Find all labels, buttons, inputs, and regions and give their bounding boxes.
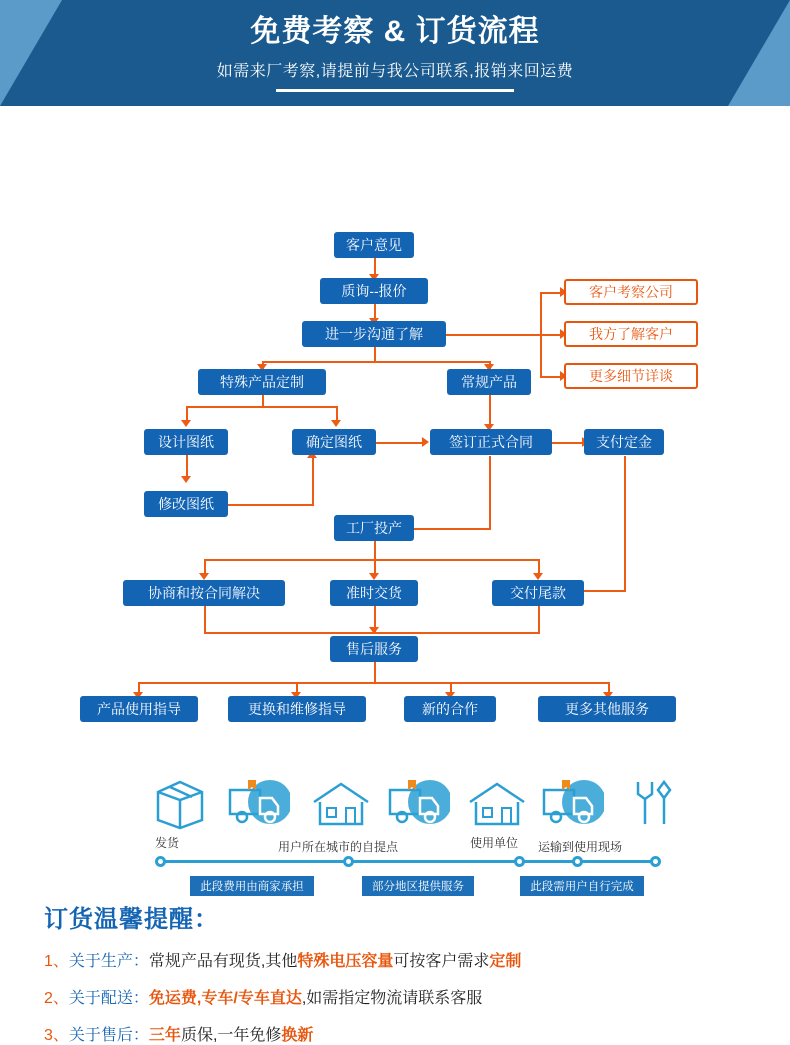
arrowhead <box>181 476 191 483</box>
connector <box>374 541 376 559</box>
note-emphasis: 特殊电压容量 <box>297 953 394 970</box>
note-label: 关于配送： <box>68 990 149 1007</box>
arrowhead <box>369 627 379 634</box>
flow-node-design-drawing[interactable]: 设计图纸 <box>144 429 228 455</box>
timeline-segment-label: 此段需用户自行完成 <box>520 876 644 896</box>
connector <box>624 456 626 590</box>
box-icon <box>152 776 208 835</box>
connector <box>446 334 542 336</box>
logistics-caption: 用户所在城市的自提点 <box>278 840 399 854</box>
connector <box>410 528 491 530</box>
timeline-dot <box>572 856 583 867</box>
arrowhead <box>369 573 379 580</box>
flow-node-other-services[interactable]: 更多其他服务 <box>538 696 676 722</box>
note-emphasis: 定制 <box>489 953 522 970</box>
flow-node-negotiate-contract[interactable]: 协商和按合同解决 <box>123 580 285 606</box>
flow-node-new-cooperation[interactable]: 新的合作 <box>404 696 496 722</box>
logistics-strip <box>0 766 790 891</box>
arrowhead <box>533 573 543 580</box>
flow-node-after-sales[interactable]: 售后服务 <box>330 636 418 662</box>
flow-node-inquiry-quote[interactable]: 质询--报价 <box>320 278 428 304</box>
page-subtitle: 如需来厂考察,请提前与我公司联系,报销来回运费 <box>216 63 574 80</box>
notes-title: 订货温馨提醒： <box>44 906 219 933</box>
connector <box>138 682 608 684</box>
flow-node-sign-contract[interactable]: 签订正式合同 <box>430 429 552 455</box>
connector <box>222 504 314 506</box>
note-row <box>44 985 790 1008</box>
arrowhead <box>199 573 209 580</box>
note-index: 1、 <box>44 953 69 970</box>
flow-node-custom-product[interactable]: 特殊产品定制 <box>198 369 326 395</box>
connector <box>374 347 376 361</box>
house-icon <box>466 780 528 833</box>
note-text: 常规产品有现货,其他 <box>148 953 298 970</box>
timeline-dot <box>650 856 661 867</box>
connector <box>262 361 490 363</box>
flow-node-on-time-delivery[interactable]: 准时交货 <box>330 580 418 606</box>
flow-node-pay-balance[interactable]: 交付尾款 <box>492 580 584 606</box>
flow-node-replacement-repair[interactable]: 更换和维修指导 <box>228 696 366 722</box>
flow-node-factory-production[interactable]: 工厂投产 <box>334 515 414 541</box>
timeline-dot <box>155 856 166 867</box>
note-text: 质保,一年免修 <box>180 1027 282 1044</box>
connector <box>374 662 376 682</box>
note-row <box>44 1022 790 1045</box>
timeline-dot <box>343 856 354 867</box>
connector <box>489 456 491 528</box>
logistics-caption: 发货 <box>155 836 180 850</box>
flow-node-pay-deposit[interactable]: 支付定金 <box>584 429 664 455</box>
truck-icon <box>540 776 604 835</box>
connector <box>376 442 424 444</box>
logistics-caption: 运输到使用现场 <box>538 840 623 854</box>
flow-node-customer-opinion[interactable]: 客户意见 <box>334 232 414 258</box>
arrowhead <box>331 420 341 427</box>
timeline-segment-label: 此段费用由商家承担 <box>190 876 314 896</box>
connector <box>204 559 540 561</box>
timeline-dot <box>514 856 525 867</box>
truck-icon <box>226 776 290 835</box>
page-header <box>0 0 790 106</box>
flow-node-customer-visit[interactable]: 客户考察公司 <box>564 279 698 305</box>
note-text: 可按客户需求 <box>393 953 490 970</box>
note-label: 关于售后： <box>68 1027 149 1044</box>
header-underline <box>276 89 514 92</box>
note-emphasis: 免运费,专车/专车直达 <box>148 990 302 1007</box>
flow-node-revise-drawing[interactable]: 修改图纸 <box>144 491 228 517</box>
note-emphasis: 换新 <box>281 1027 314 1044</box>
arrowhead <box>181 420 191 427</box>
truck-icon <box>386 776 450 835</box>
arrowhead <box>422 437 429 447</box>
connector <box>204 606 206 632</box>
flow-node-further-communication[interactable]: 进一步沟通了解 <box>302 321 446 347</box>
order-notes-section <box>0 891 790 1045</box>
note-text: ,如需指定物流请联系客服 <box>301 990 483 1007</box>
note-label: 关于生产： <box>68 953 149 970</box>
note-emphasis: 三年 <box>148 1027 181 1044</box>
connector <box>489 394 491 428</box>
connector <box>538 606 540 632</box>
connector <box>186 406 338 408</box>
note-index: 2、 <box>44 990 69 1007</box>
connector <box>262 394 264 406</box>
page-title: 免费考察 & 订货流程 <box>250 15 540 48</box>
flow-node-confirm-drawing[interactable]: 确定图纸 <box>292 429 376 455</box>
connector <box>552 442 584 444</box>
logistics-caption: 使用单位 <box>470 836 519 850</box>
note-index: 3、 <box>44 1027 69 1044</box>
flow-node-more-details[interactable]: 更多细节详谈 <box>564 363 698 389</box>
flow-node-usage-guidance[interactable]: 产品使用指导 <box>80 696 198 722</box>
wrench-icon <box>626 778 676 833</box>
house-icon <box>310 780 372 833</box>
connector <box>312 458 314 504</box>
timeline-segment-label: 部分地区提供服务 <box>362 876 474 896</box>
flow-node-standard-product[interactable]: 常规产品 <box>447 369 531 395</box>
note-row <box>44 948 790 971</box>
order-flow-diagram <box>0 106 790 766</box>
flow-node-we-understand-customer[interactable]: 我方了解客户 <box>564 321 698 347</box>
